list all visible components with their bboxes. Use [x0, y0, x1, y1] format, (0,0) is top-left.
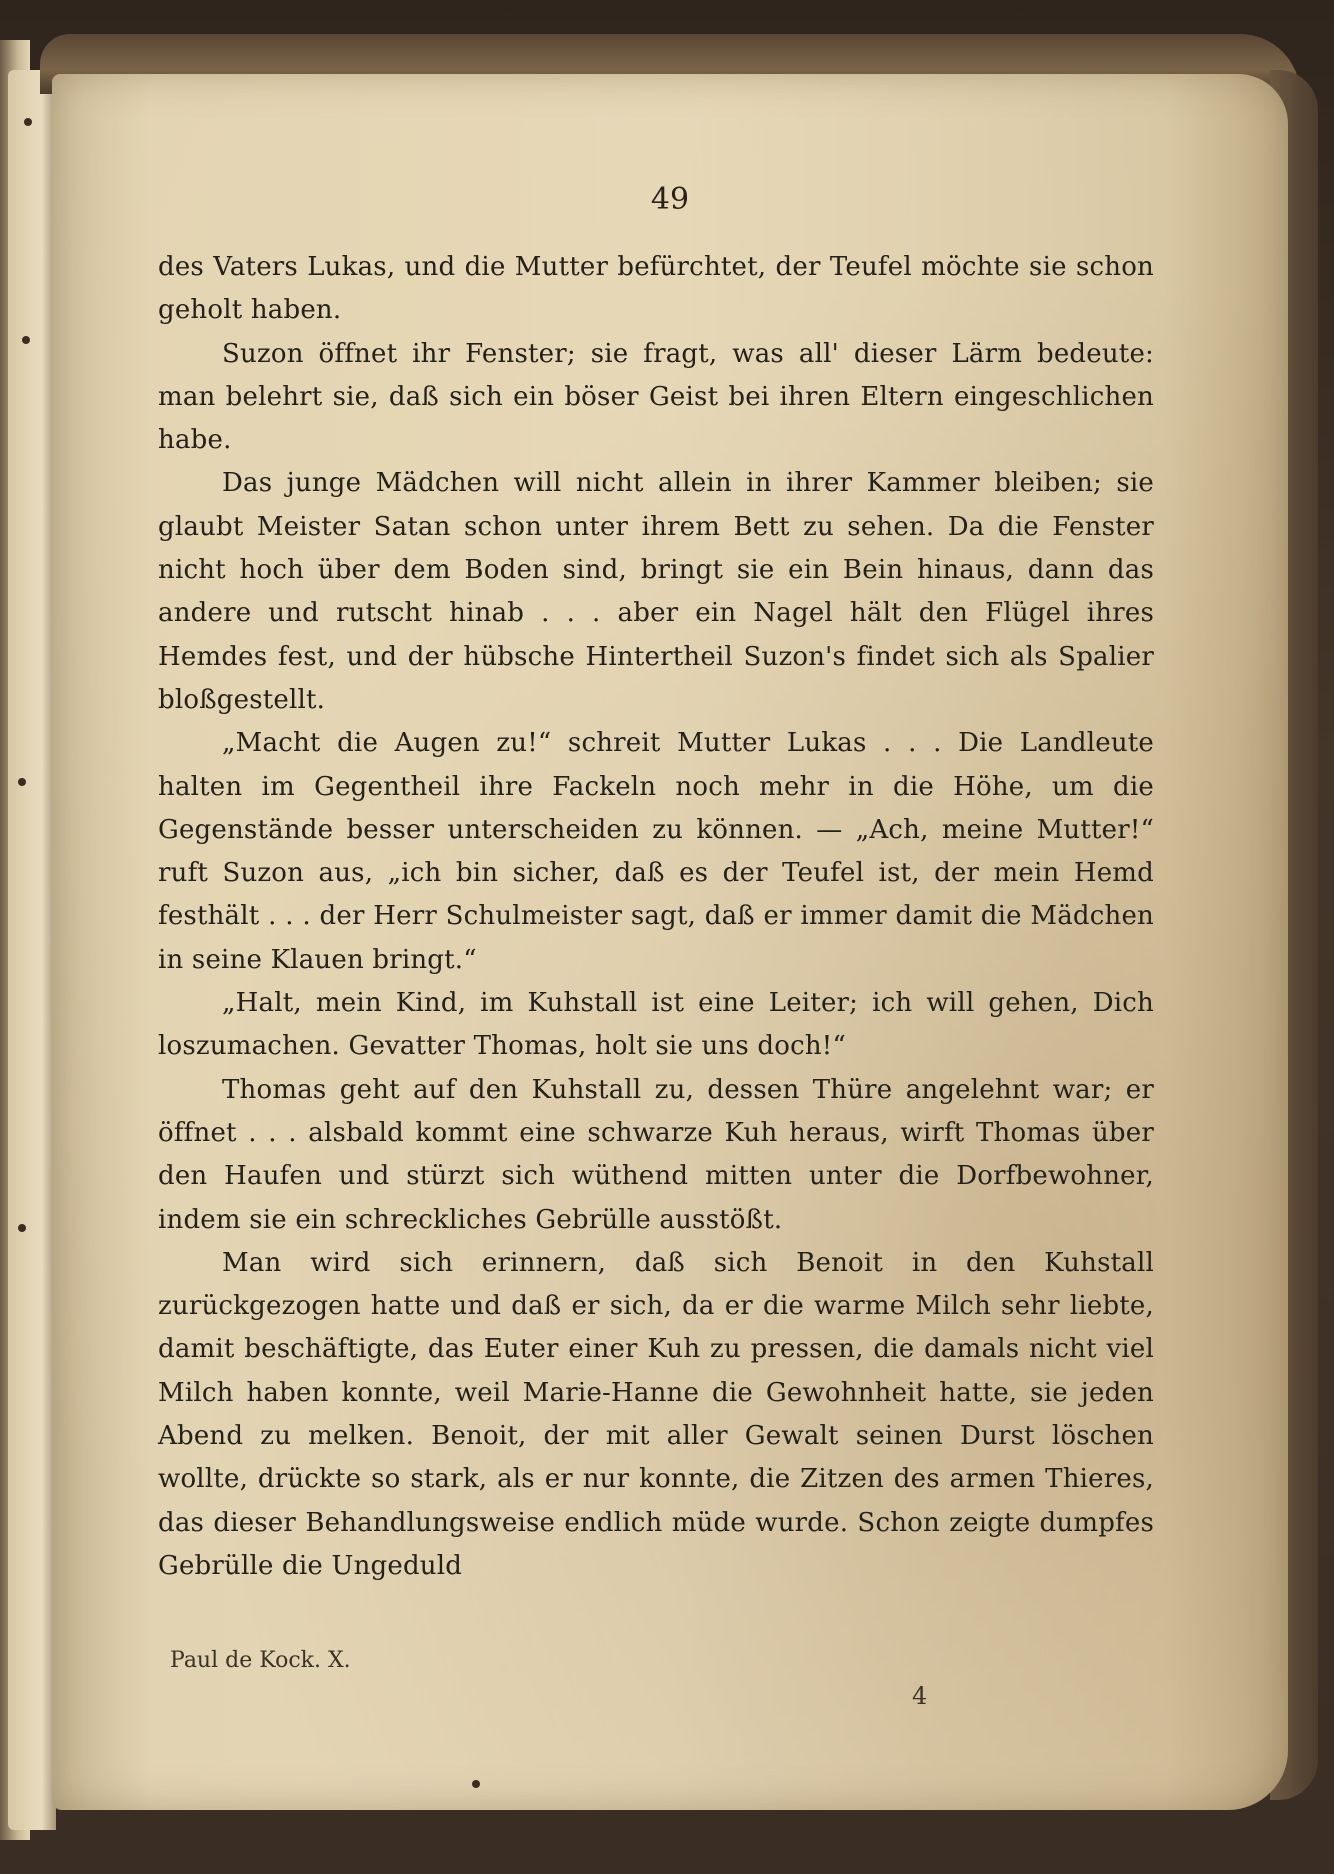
paragraph: Thomas geht auf den Kuhstall zu, dessen Thüre angelehnt war; er öffnet . . . alsbald kommt eine schwarze Kuh heraus, wirft Thomas über den Haufen und stürzt sich wüthend mitten unter die Dorfbewohner, indem sie ein schreckliches Gebrülle ausstößt. — [158, 1074, 1154, 1235]
page-number: 49 — [650, 182, 690, 217]
signature-mark: 4 — [912, 1682, 928, 1710]
left-page-edge — [8, 70, 56, 1830]
paragraph: „Halt, mein Kind, im Kuhstall ist eine Leiter; ich will gehen, Dich loszumachen. Gevatter Thomas, holt sie uns doch!“ — [158, 988, 1154, 1062]
paragraph: Suzon öffnet ihr Fenster; sie fragt, was all' dieser Lärm bedeute: man belehrt sie, daß sich ein böser Geist bei ihren Eltern eingeschlichen habe. — [158, 338, 1154, 456]
book-page — [52, 74, 1288, 1810]
paragraph: des Vaters Lukas, und die Mutter befürchtet, der Teufel möchte sie schon geholt haben. — [158, 252, 1154, 326]
paragraph: Das junge Mädchen will nicht allein in ihrer Kammer bleiben; sie glaubt Meister Satan schon unter ihrem Bett zu sehen. Da die Fenster nicht hoch über dem Boden sind, bringt sie ein Bein hinaus, dann das andere und rutscht hinab . . . aber ein Nagel hält den Flügel ihres Hemdes fest, und der hübsche Hintertheil Suzon's findet sich als Spalier bloßgestellt. — [158, 468, 1154, 715]
paragraph: Man wird sich erinnern, daß sich Benoit in den Kuhstall zurückgezogen hatte und daß er sich, da er die warme Milch sehr liebte, damit beschäftigte, das Euter einer Kuh zu pressen, die damals nicht viel Milch haben konnte, weil Marie-Hanne die Gewohnheit hatte, sie jeden Abend zu melken. Benoit, der mit aller Gewalt seinen Durst löschen wollte, drückte so stark, als er nur konnte, die Zitzen des armen Thieres, das dieser Behandlungsweise endlich müde wurde. Schon zeigte dumpfes Gebrülle die Ungeduld — [158, 1247, 1154, 1581]
binding-mark — [18, 1224, 26, 1232]
binding-mark — [24, 118, 32, 126]
binding-mark — [18, 778, 26, 786]
footer-author: Paul de Kock. X. — [170, 1648, 351, 1673]
binding-mark — [22, 336, 30, 344]
page-speck — [472, 1780, 480, 1788]
body-text — [158, 246, 1154, 1588]
paragraph: „Macht die Augen zu!“ schreit Mutter Lukas . . . Die Landleute halten im Gegentheil ihre Fackeln noch mehr in die Höhe, um die Gegenstände besser unterscheiden zu können. — „Ach, meine Mutter!“ ruft Suzon aus, „ich bin sicher, daß es der Teufel ist, der mein Hemd festhält . . . der Herr Schulmeister sagt, daß er immer damit die Mädchen in seine Klauen bringt.“ — [158, 728, 1154, 975]
